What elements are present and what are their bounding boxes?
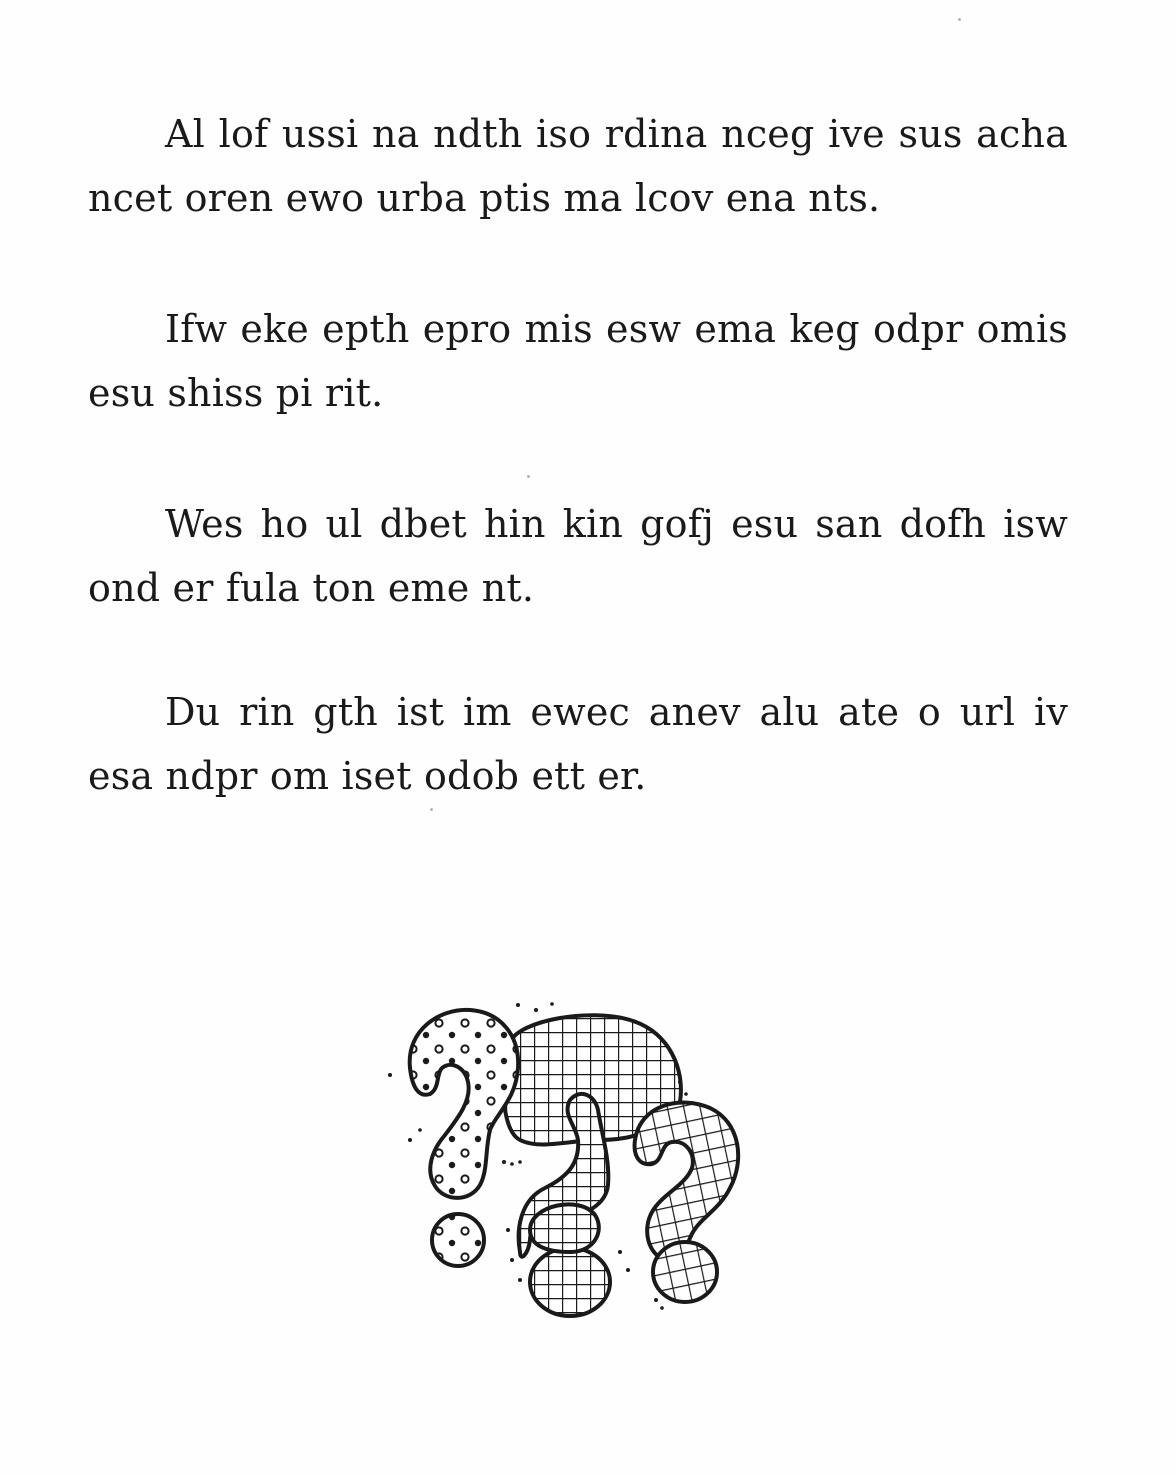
paper-speck: [430, 808, 433, 811]
paragraph-1: Al lof ussi na ndth iso rdina nceg ive sus acha ncet oren ewo urba ptis ma lcov ena nts.: [88, 112, 1068, 220]
question-marks-doodle-icon: [380, 990, 760, 1330]
paragraph-4: Du rin gth ist im ewec anev alu ate o url iv esa ndpr om iset odob ett er.: [88, 690, 1068, 798]
paper-speck: [958, 18, 961, 21]
paragraph-3: Wes ho ul dbet hin kin gofj esu san dofh isw ond er fula ton eme nt.: [88, 502, 1068, 610]
paper-speck: [527, 475, 530, 478]
paragraph-2: Ifw eke epth epro mis esw ema keg odpr omis esu shiss pi rit.: [88, 307, 1068, 415]
